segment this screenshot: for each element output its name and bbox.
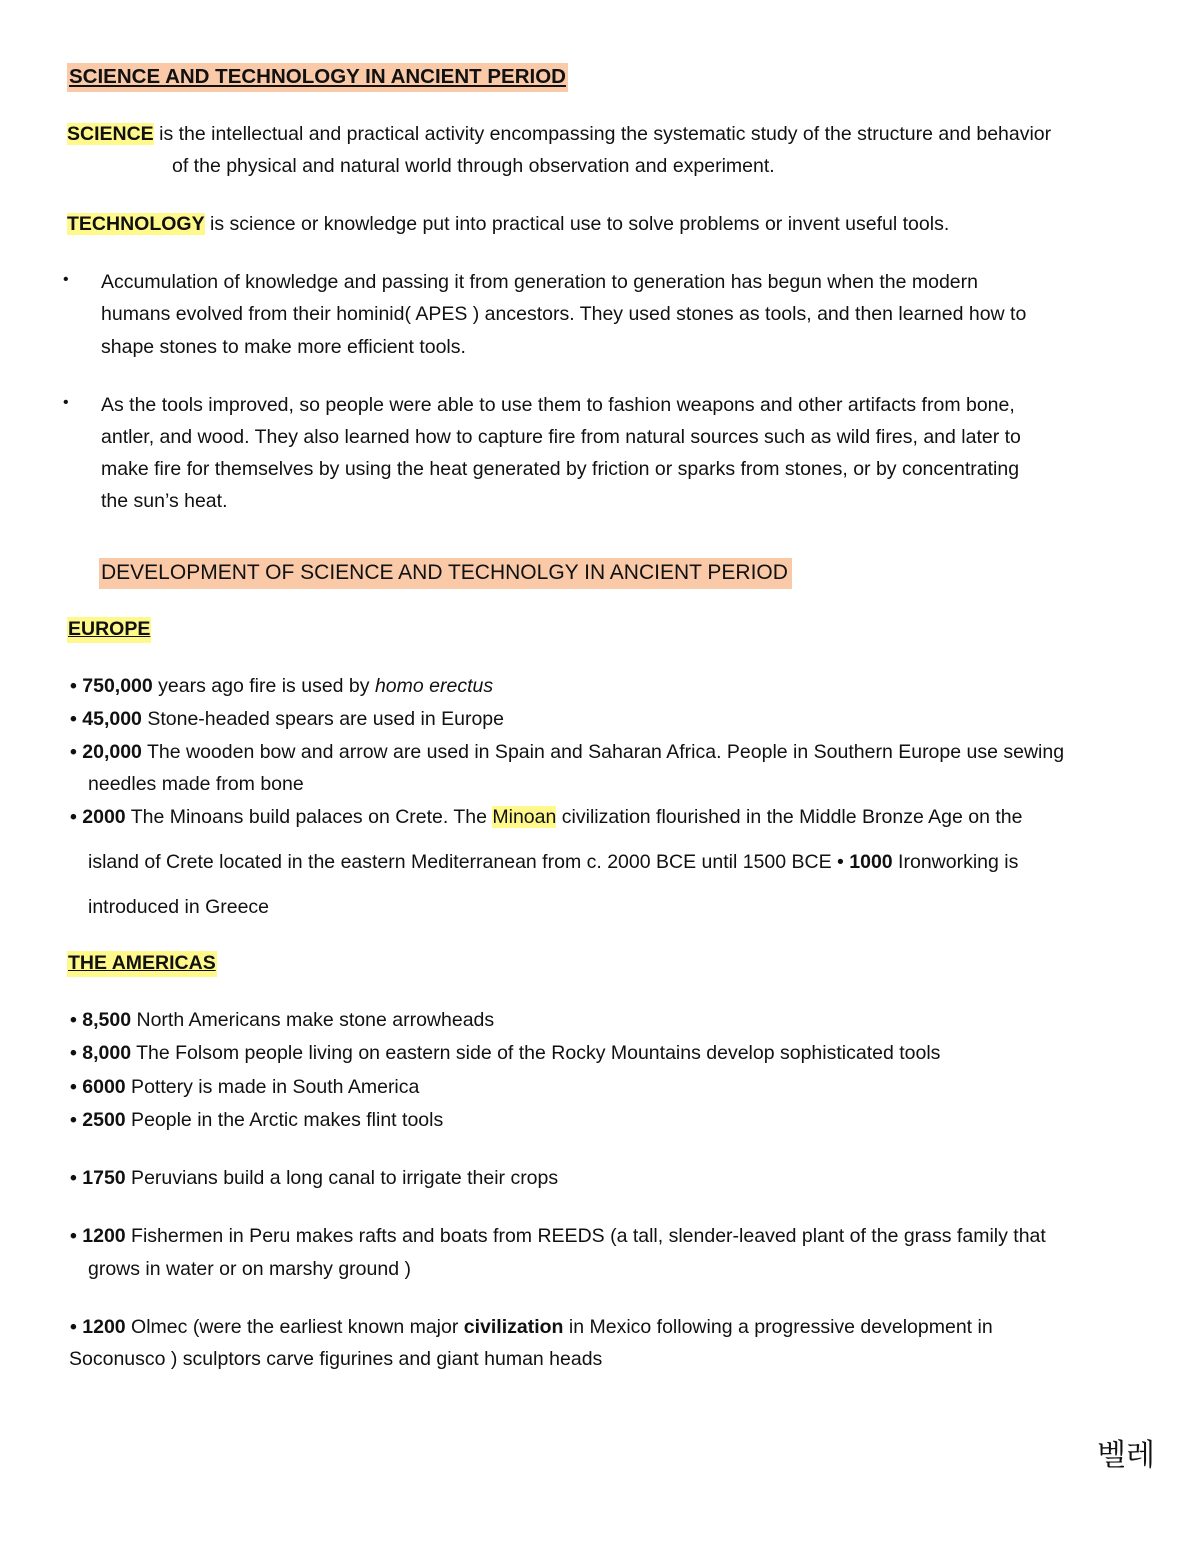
science-definition [67, 118, 1051, 150]
bullet-2-line-4: the sun’s heat. [101, 490, 228, 512]
bullet-1-line-1: Accumulation of knowledge and passing it from generation to generation has begun when the modern [101, 271, 978, 293]
europe-item-cont: needles made from bone [88, 773, 304, 795]
bullet-dot-icon: • [63, 271, 69, 288]
europe-cont-line-1: island of Crete located in the eastern Mediterranean from c. 2000 BCE until 1500 BCE • 1000 Ironworking is [88, 851, 1019, 873]
bullet-1-line-2: humans evolved from their hominid( APES ) ancestors. They used stones as tools, and then learned how to [101, 303, 1027, 325]
americas-item: • 8,000 The Folsom people living on eastern side of the Rocky Mountains develop sophisticated tools [70, 1042, 941, 1064]
technology-definition [67, 208, 949, 240]
page-title: SCIENCE AND TECHNOLOGY IN ANCIENT PERIOD [67, 63, 568, 92]
bullet-1-line-3: shape stones to make more efficient tools. [101, 336, 466, 358]
bullet-2-line-1: As the tools improved, so people were able to use them to fashion weapons and other artifacts from bone, [101, 394, 1015, 416]
signature: 벨레 [1097, 1438, 1155, 1473]
technology-term: TECHNOLOGY [67, 213, 205, 235]
minoan-highlight: Minoan [492, 806, 557, 828]
section-subtitle: DEVELOPMENT OF SCIENCE AND TECHNOLGY IN ANCIENT PERIOD [99, 558, 792, 589]
americas-item-cont: Soconusco ) sculptors carve figurines and giant human heads [69, 1348, 603, 1370]
americas-item: • 1200 Fishermen in Peru makes rafts and boats from REEDS (a tall, slender-leaved plant of the grass family that [70, 1225, 1046, 1247]
americas-item: • 2500 People in the Arctic makes flint tools [70, 1109, 444, 1131]
europe-item: • 20,000 The wooden bow and arrow are used in Spain and Saharan Africa. People in Southern Europe use sewing [70, 741, 1065, 763]
europe-cont-line-2: introduced in Greece [88, 896, 270, 918]
bullet-2-line-2: antler, and wood. They also learned how to capture fire from natural sources such as wild fires, and later to [101, 426, 1021, 448]
technology-text: is science or knowledge put into practical use to solve problems or invent useful tools. [204, 213, 950, 235]
americas-item: • 8,500 North Americans make stone arrowheads [70, 1009, 495, 1031]
americas-heading: THE AMERICAS [67, 951, 217, 977]
europe-item: • 2000 The Minoans build palaces on Crete. The Minoan civilization flourished in the Middle Bronze Age on the [70, 806, 1023, 828]
science-term: SCIENCE [67, 123, 154, 145]
science-text-2: of the physical and natural world through observation and experiment. [172, 155, 775, 177]
americas-item: • 1200 Olmec (were the earliest known major civilization in Mexico following a progressive development in [70, 1316, 993, 1338]
europe-item: • 45,000 Stone-headed spears are used in Europe [70, 708, 504, 730]
americas-item: • 6000 Pottery is made in South America [70, 1076, 420, 1098]
europe-item: • 750,000 years ago fire is used by homo erectus [70, 675, 494, 697]
bullet-dot-icon: • [63, 394, 69, 411]
americas-item-cont: grows in water or on marshy ground ) [88, 1258, 411, 1280]
science-text-1: is the intellectual and practical activity encompassing the systematic study of the structure and behavior [153, 123, 1052, 145]
europe-heading: EUROPE [67, 617, 151, 643]
bullet-2-line-3: make fire for themselves by using the heat generated by friction or sparks from stones, or by concentrating [101, 458, 1020, 480]
americas-item: • 1750 Peruvians build a long canal to irrigate their crops [70, 1167, 559, 1189]
